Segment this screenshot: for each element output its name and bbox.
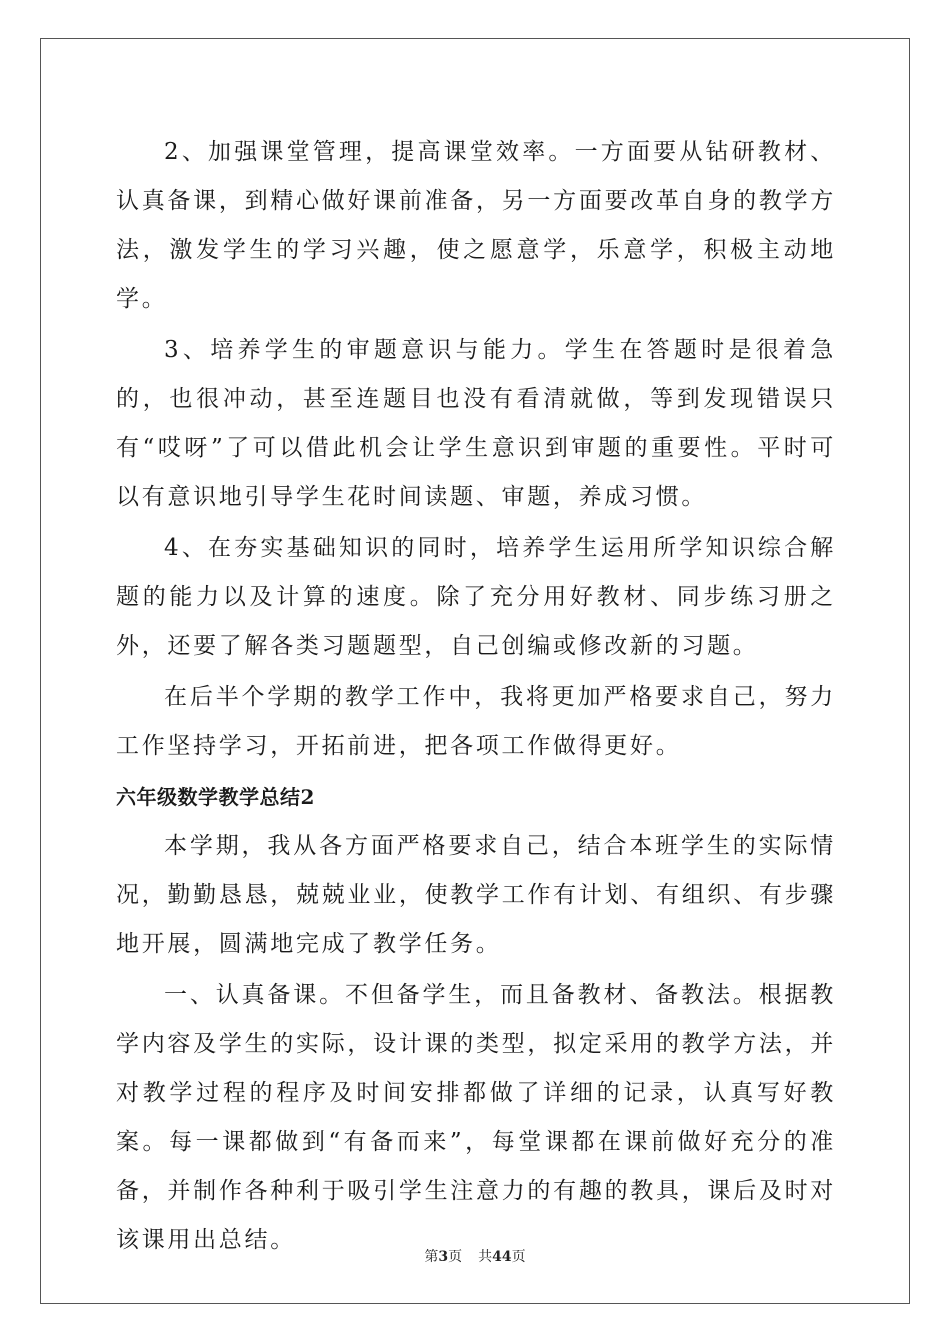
section-title: 六年级数学教学总结2 bbox=[116, 785, 315, 809]
paragraph-item-2: 2、加强课堂管理，提高课堂效率。一方面要从钻研教材、认真备课，到精心做好课前准备，另一方面要改革自身的教学方法，激发学生的学习兴趣，使之愿意学，乐意学，积极主动地学。 bbox=[116, 139, 836, 312]
page-footer bbox=[0, 1247, 950, 1267]
total-pages: 44 bbox=[492, 1249, 512, 1265]
paragraph-plan: 在后半个学期的教学工作中，我将更加严格要求自己，努力工作坚持学习，开拓前进，把各项工作做得更好。 bbox=[116, 684, 836, 759]
document-body bbox=[116, 128, 836, 1267]
page-prefix: 第 bbox=[424, 1249, 439, 1265]
page-suffix: 页 bbox=[448, 1249, 463, 1265]
paragraph-item-3: 3、培养学生的审题意识与能力。学生在答题时是很着急的，也很冲动，甚至连题目也没有看清就做，等到发现错误只有“哎呀”了可以借此机会让学生意识到审题的重要性。平时可以有意识地引导学生花时间读题、审题，养成习惯。 bbox=[116, 337, 836, 510]
total-prefix: 共 bbox=[478, 1249, 493, 1265]
page-number: 3 bbox=[438, 1249, 449, 1265]
paragraph-item-4: 4、在夯实基础知识的同时，培养学生运用所学知识综合解题的能力以及计算的速度。除了充分用好教材、同步练习册之外，还要了解各类习题题型，自己创编或修改新的习题。 bbox=[116, 535, 836, 659]
total-suffix: 页 bbox=[511, 1249, 526, 1265]
paragraph-lesson-prep: 一、认真备课。不但备学生，而且备教材、备教法。根据教学内容及学生的实际，设计课的类型，拟定采用的教学方法，并对教学过程的程序及时间安排都做了详细的记录，认真写好教案。每一课都做到“有备而来”，每堂课都在课前做好充分的准备，并制作各种利于吸引学生注意力的有趣的教具，课后及时对该课用出总结。 bbox=[116, 982, 836, 1253]
paragraph-intro: 本学期，我从各方面严格要求自己，结合本班学生的实际情况，勤勤恳恳，兢兢业业，使教学工作有计划、有组织、有步骤地开展，圆满地完成了教学任务。 bbox=[116, 833, 836, 957]
